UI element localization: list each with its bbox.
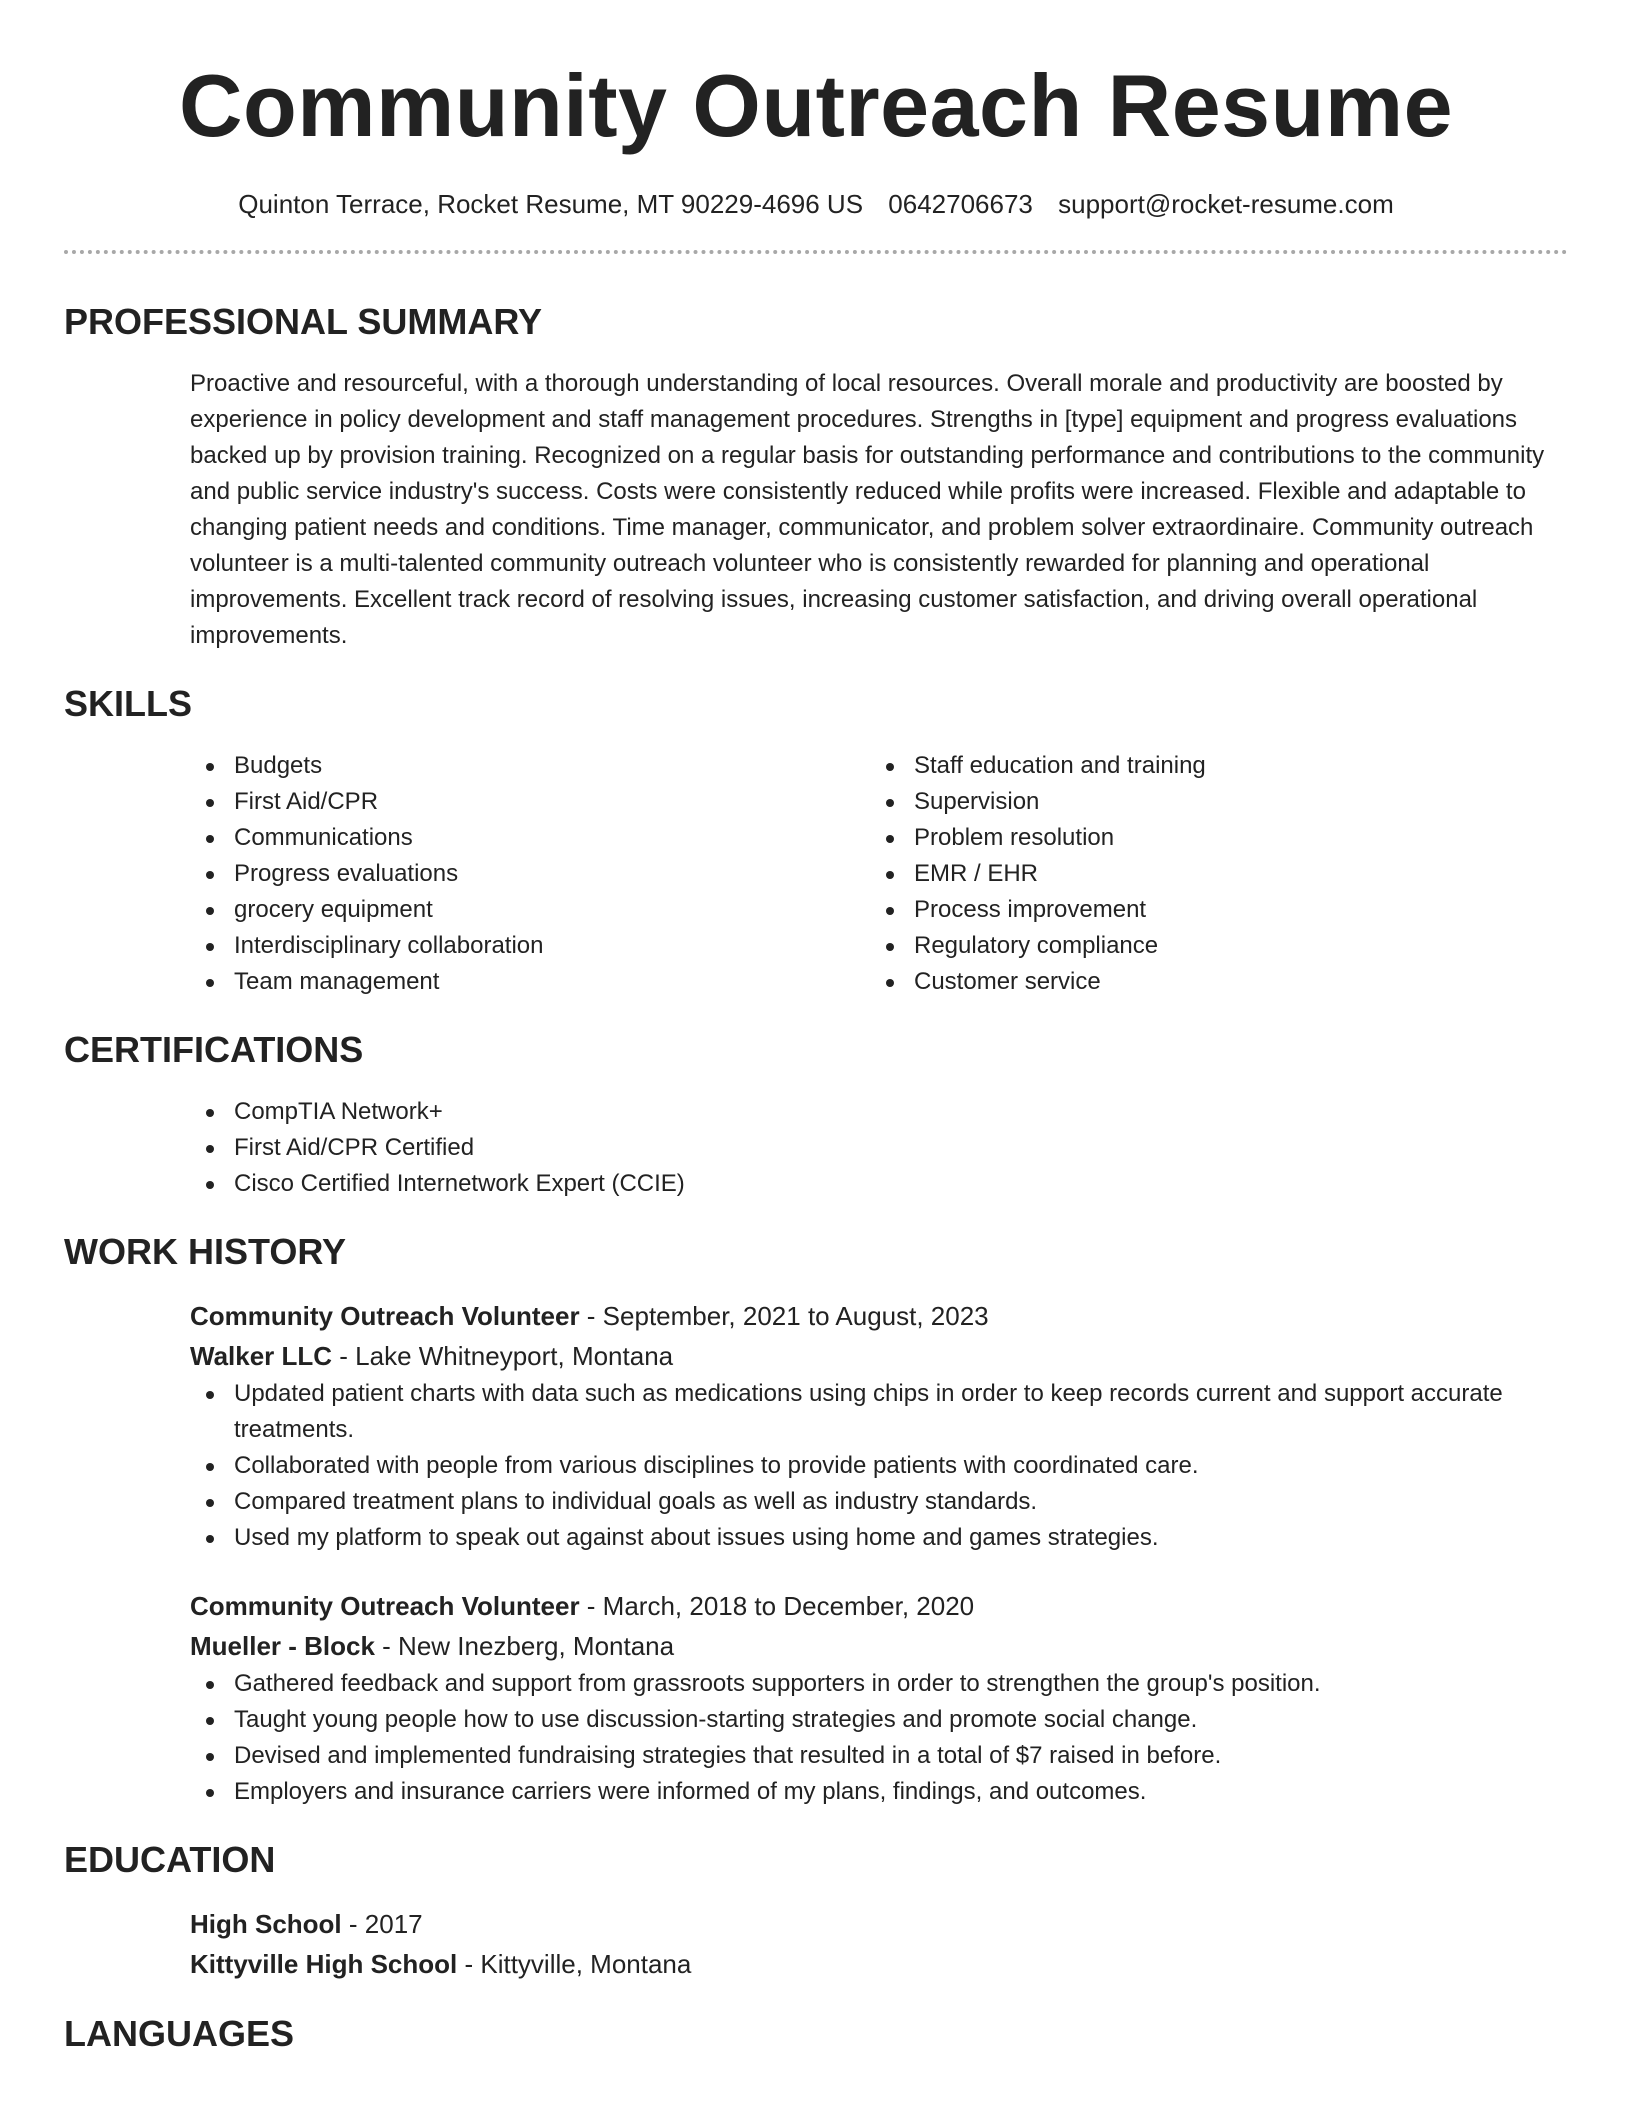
skills-column-left xyxy=(190,748,870,1000)
education-school: Kittyville High School xyxy=(190,1949,458,1979)
contact-phone: 0642706673 xyxy=(888,189,1033,219)
job-dates: - March, 2018 to December, 2020 xyxy=(579,1591,975,1621)
list-item: Used my platform to speak out against about issues using home and games strategies. xyxy=(190,1520,1568,1556)
job-bullets xyxy=(64,1666,1568,1810)
list-item: Updated patient charts with data such as medications using chips in order to keep records current and support accurate treatments. xyxy=(190,1376,1568,1448)
education-year: - 2017 xyxy=(341,1909,423,1939)
list-item: Taught young people how to use discussion-starting strategies and promote social change. xyxy=(190,1702,1568,1738)
list-item: Communications xyxy=(190,820,870,856)
skills-heading: SKILLS xyxy=(64,683,193,724)
list-item: Compared treatment plans to individual goals as well as industry standards. xyxy=(190,1484,1568,1520)
certifications-block xyxy=(190,1094,1568,1202)
education-degree-line xyxy=(190,1904,1568,1944)
job-company-line xyxy=(190,1336,1568,1376)
education-heading: EDUCATION xyxy=(64,1839,276,1880)
list-item: Cisco Certified Internetwork Expert (CCIE) xyxy=(190,1166,1568,1202)
job-company: Walker LLC xyxy=(190,1341,333,1371)
list-item: First Aid/CPR Certified xyxy=(190,1130,1568,1166)
list-item: EMR / EHR xyxy=(870,856,1550,892)
education-degree: High School xyxy=(190,1909,342,1939)
list-item: Problem resolution xyxy=(870,820,1550,856)
job-title-line xyxy=(190,1586,1568,1626)
job-entry xyxy=(190,1296,1568,1556)
list-item: grocery equipment xyxy=(190,892,870,928)
job-bullets xyxy=(64,1376,1568,1556)
skills-columns xyxy=(190,748,1568,1000)
certifications-heading: CERTIFICATIONS xyxy=(64,1029,364,1070)
contact-email: support@rocket-resume.com xyxy=(1058,189,1394,219)
education-location: - Kittyville, Montana xyxy=(457,1949,692,1979)
list-item: Budgets xyxy=(190,748,870,784)
contact-line xyxy=(64,186,1568,222)
skills-list-left xyxy=(190,748,870,1000)
list-item: First Aid/CPR xyxy=(190,784,870,820)
skills-column-right xyxy=(870,748,1550,1000)
list-item: Customer service xyxy=(870,964,1550,1000)
list-item: Regulatory compliance xyxy=(870,928,1550,964)
list-item: CompTIA Network+ xyxy=(190,1094,1568,1130)
list-item: Progress evaluations xyxy=(190,856,870,892)
header-divider xyxy=(64,250,1568,254)
list-item: Collaborated with people from various disciplines to provide patients with coordinated care. xyxy=(190,1448,1568,1484)
job-title: Community Outreach Volunteer xyxy=(190,1301,580,1331)
contact-address: Quinton Terrace, Rocket Resume, MT 90229-4696 US xyxy=(238,189,864,219)
skills-list-right xyxy=(870,748,1550,1000)
resume-title: Community Outreach Resume xyxy=(178,56,1454,155)
education-school-line xyxy=(190,1944,1568,1984)
job-title-line xyxy=(190,1296,1568,1336)
summary-heading: PROFESSIONAL SUMMARY xyxy=(64,301,543,342)
summary-text: Proactive and resourceful, with a thorough understanding of local resources. Overall morale and productivity are boosted by experience in policy development and staff management procedures. Strengths in [type] equipment and progress evaluations backed up by provision training. Recognized on a regular basis for outstanding performance and contributions to the community and public service industry's success. Costs were consistently reduced while profits were increased. Flexible and adaptable to changing patient needs and conditions. Time manager, communicator, and problem solver extraordinaire. Community outreach volunteer is a multi-talented community outreach volunteer who is consistently rewarded for planning and operational improvements. Excellent track record of resolving issues, increasing customer satisfaction, and driving overall operational improvements. xyxy=(190,370,1545,649)
job-dates: - September, 2021 to August, 2023 xyxy=(579,1301,989,1331)
list-item: Team management xyxy=(190,964,870,1000)
list-item: Staff education and training xyxy=(870,748,1550,784)
job-entry xyxy=(190,1586,1568,1810)
list-item: Interdisciplinary collaboration xyxy=(190,928,870,964)
job-location: - New Inezberg, Montana xyxy=(374,1631,675,1661)
list-item: Gathered feedback and support from grassroots supporters in order to strengthen the group's position. xyxy=(190,1666,1568,1702)
job-company-line xyxy=(190,1626,1568,1666)
list-item: Supervision xyxy=(870,784,1550,820)
certifications-list xyxy=(190,1094,1568,1202)
education-entry xyxy=(190,1904,1568,1984)
languages-heading: LANGUAGES xyxy=(64,2013,295,2054)
job-company: Mueller - Block xyxy=(190,1631,375,1661)
job-location: - Lake Whitneyport, Montana xyxy=(332,1341,674,1371)
job-title: Community Outreach Volunteer xyxy=(190,1591,580,1621)
list-item: Employers and insurance carriers were informed of my plans, findings, and outcomes. xyxy=(190,1774,1568,1810)
work-history-heading: WORK HISTORY xyxy=(64,1231,347,1272)
list-item: Devised and implemented fundraising strategies that resulted in a total of $7 raised in before. xyxy=(190,1738,1568,1774)
list-item: Process improvement xyxy=(870,892,1550,928)
